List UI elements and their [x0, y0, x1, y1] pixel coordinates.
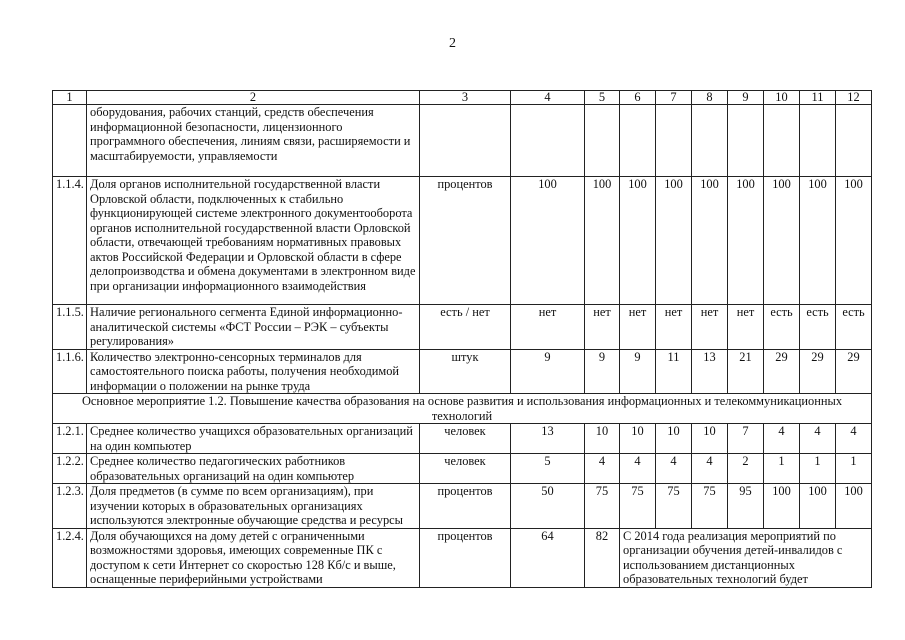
column-number: 10	[764, 91, 800, 105]
value-cell	[511, 105, 585, 177]
value-cell: 75	[692, 484, 728, 529]
value-cell: 13	[692, 349, 728, 394]
value-cell: 82	[585, 528, 620, 587]
row-number: 1.2.2.	[53, 454, 87, 484]
value-cell: 100	[511, 177, 585, 305]
value-cell: 100	[656, 177, 692, 305]
value-cell	[620, 105, 656, 177]
value-cell	[800, 105, 836, 177]
row-number: 1.1.4.	[53, 177, 87, 305]
value-cell: 75	[656, 484, 692, 529]
value-cell: есть	[764, 305, 800, 350]
value-cell: нет	[585, 305, 620, 350]
section-heading: Основное мероприятие 1.2. Повышение качества образования на основе развития и использования информационных и телекоммуникационных технологий	[53, 394, 872, 424]
value-cell: нет	[620, 305, 656, 350]
column-number: 7	[656, 91, 692, 105]
value-cell: 100	[800, 484, 836, 529]
merged-note-cell: С 2014 года реализация мероприятий по организации обучения детей-инвалидов с использованием дистанционных образовательных технологий будет	[620, 528, 872, 587]
value-cell: 100	[764, 177, 800, 305]
value-cell: 9	[511, 349, 585, 394]
indicator-text: Среднее количество педагогических работников образовательных организаций на один компьютер	[87, 454, 420, 484]
unit-cell: есть / нет	[420, 305, 511, 350]
row-number: 1.2.4.	[53, 528, 87, 587]
value-cell	[585, 105, 620, 177]
table-row	[53, 454, 872, 484]
page-number: 2	[449, 36, 456, 51]
value-cell	[836, 105, 872, 177]
value-cell: 10	[620, 424, 656, 454]
table-row	[53, 349, 872, 394]
indicator-text: Доля предметов (в сумме по всем организациям), при изучении которых в образовательных организациях используются электронные обучающие средства и ресурсы	[87, 484, 420, 529]
value-cell: 100	[836, 177, 872, 305]
value-cell: 50	[511, 484, 585, 529]
value-cell: 4	[800, 424, 836, 454]
value-cell: 2	[728, 454, 764, 484]
value-cell: 5	[511, 454, 585, 484]
row-number: 1.1.5.	[53, 305, 87, 350]
value-cell: 4	[692, 454, 728, 484]
column-number: 5	[585, 91, 620, 105]
unit-cell: процентов	[420, 528, 511, 587]
table-row	[53, 305, 872, 350]
unit-cell: человек	[420, 424, 511, 454]
value-cell: 29	[836, 349, 872, 394]
column-number: 2	[87, 91, 420, 105]
value-cell: 4	[585, 454, 620, 484]
value-cell: нет	[511, 305, 585, 350]
unit-cell	[420, 105, 511, 177]
table-row	[53, 528, 872, 587]
value-cell: 9	[620, 349, 656, 394]
value-cell: 4	[620, 454, 656, 484]
value-cell: 1	[800, 454, 836, 484]
value-cell: 1	[836, 454, 872, 484]
value-cell: есть	[836, 305, 872, 350]
row-number: 1.2.3.	[53, 484, 87, 529]
column-number-row	[53, 91, 872, 105]
indicators-table	[52, 90, 872, 588]
value-cell	[692, 105, 728, 177]
column-number: 1	[53, 91, 87, 105]
value-cell: 4	[764, 424, 800, 454]
value-cell: 75	[585, 484, 620, 529]
indicator-text: Доля обучающихся на дому детей с ограниченными возможностями здоровья, имеющих современные ПК с доступом к сети Интернет со скоростью 128 Кб/с и выше, оснащенные периферийными устройствами	[87, 528, 420, 587]
column-number: 9	[728, 91, 764, 105]
unit-cell: человек	[420, 454, 511, 484]
value-cell: нет	[728, 305, 764, 350]
table-row	[53, 484, 872, 529]
value-cell	[656, 105, 692, 177]
value-cell: 10	[656, 424, 692, 454]
indicator-text: Наличие регионального сегмента Единой информационно-аналитической системы «ФСТ России – РЭК – субъекты регулирования»	[87, 305, 420, 350]
value-cell: 4	[656, 454, 692, 484]
indicator-text: Количество электронно-сенсорных терминалов для самостоятельного поиска работы, получения необходимой информации о положении на рынке труда	[87, 349, 420, 394]
indicator-text: Среднее количество учащихся образовательных организаций на один компьютер	[87, 424, 420, 454]
value-cell: 100	[800, 177, 836, 305]
table-row	[53, 424, 872, 454]
unit-cell: процентов	[420, 177, 511, 305]
column-number: 4	[511, 91, 585, 105]
value-cell: 10	[585, 424, 620, 454]
column-number: 8	[692, 91, 728, 105]
value-cell: 29	[800, 349, 836, 394]
table-row	[53, 177, 872, 305]
value-cell: нет	[656, 305, 692, 350]
value-cell: 100	[764, 484, 800, 529]
indicator-text: Доля органов исполнительной государственной власти Орловской области, подключенных к стабильно функционирующей системе электронного документооборота органов исполнительной государственной власти Орловской области, отвечающей требованиям нормативных правовых актов Российской Федерации и Орловской области в сфере делопроизводства и обмена документами в электронном виде при организации информационного взаимодействия	[87, 177, 420, 305]
value-cell: нет	[692, 305, 728, 350]
value-cell: 75	[620, 484, 656, 529]
value-cell	[764, 105, 800, 177]
value-cell: есть	[800, 305, 836, 350]
unit-cell: штук	[420, 349, 511, 394]
value-cell: 100	[692, 177, 728, 305]
row-number: 1.1.6.	[53, 349, 87, 394]
value-cell: 7	[728, 424, 764, 454]
value-cell: 100	[585, 177, 620, 305]
value-cell: 9	[585, 349, 620, 394]
column-number: 12	[836, 91, 872, 105]
value-cell: 1	[764, 454, 800, 484]
column-number: 11	[800, 91, 836, 105]
unit-cell: процентов	[420, 484, 511, 529]
value-cell: 13	[511, 424, 585, 454]
value-cell: 29	[764, 349, 800, 394]
value-cell: 95	[728, 484, 764, 529]
column-number: 3	[420, 91, 511, 105]
value-cell: 21	[728, 349, 764, 394]
value-cell: 64	[511, 528, 585, 587]
value-cell: 100	[620, 177, 656, 305]
value-cell: 100	[728, 177, 764, 305]
row-number: 1.2.1.	[53, 424, 87, 454]
column-number: 6	[620, 91, 656, 105]
row-number	[53, 105, 87, 177]
value-cell: 100	[836, 484, 872, 529]
section-heading-row	[53, 394, 872, 424]
value-cell: 11	[656, 349, 692, 394]
continuation-row	[53, 105, 872, 177]
value-cell	[728, 105, 764, 177]
indicator-text: оборудования, рабочих станций, средств обеспечения информационной безопасности, лицензионного программного обеспечения, линиям связи, расширяемости и масштабируемости, управляемости	[87, 105, 420, 177]
value-cell: 10	[692, 424, 728, 454]
value-cell: 4	[836, 424, 872, 454]
